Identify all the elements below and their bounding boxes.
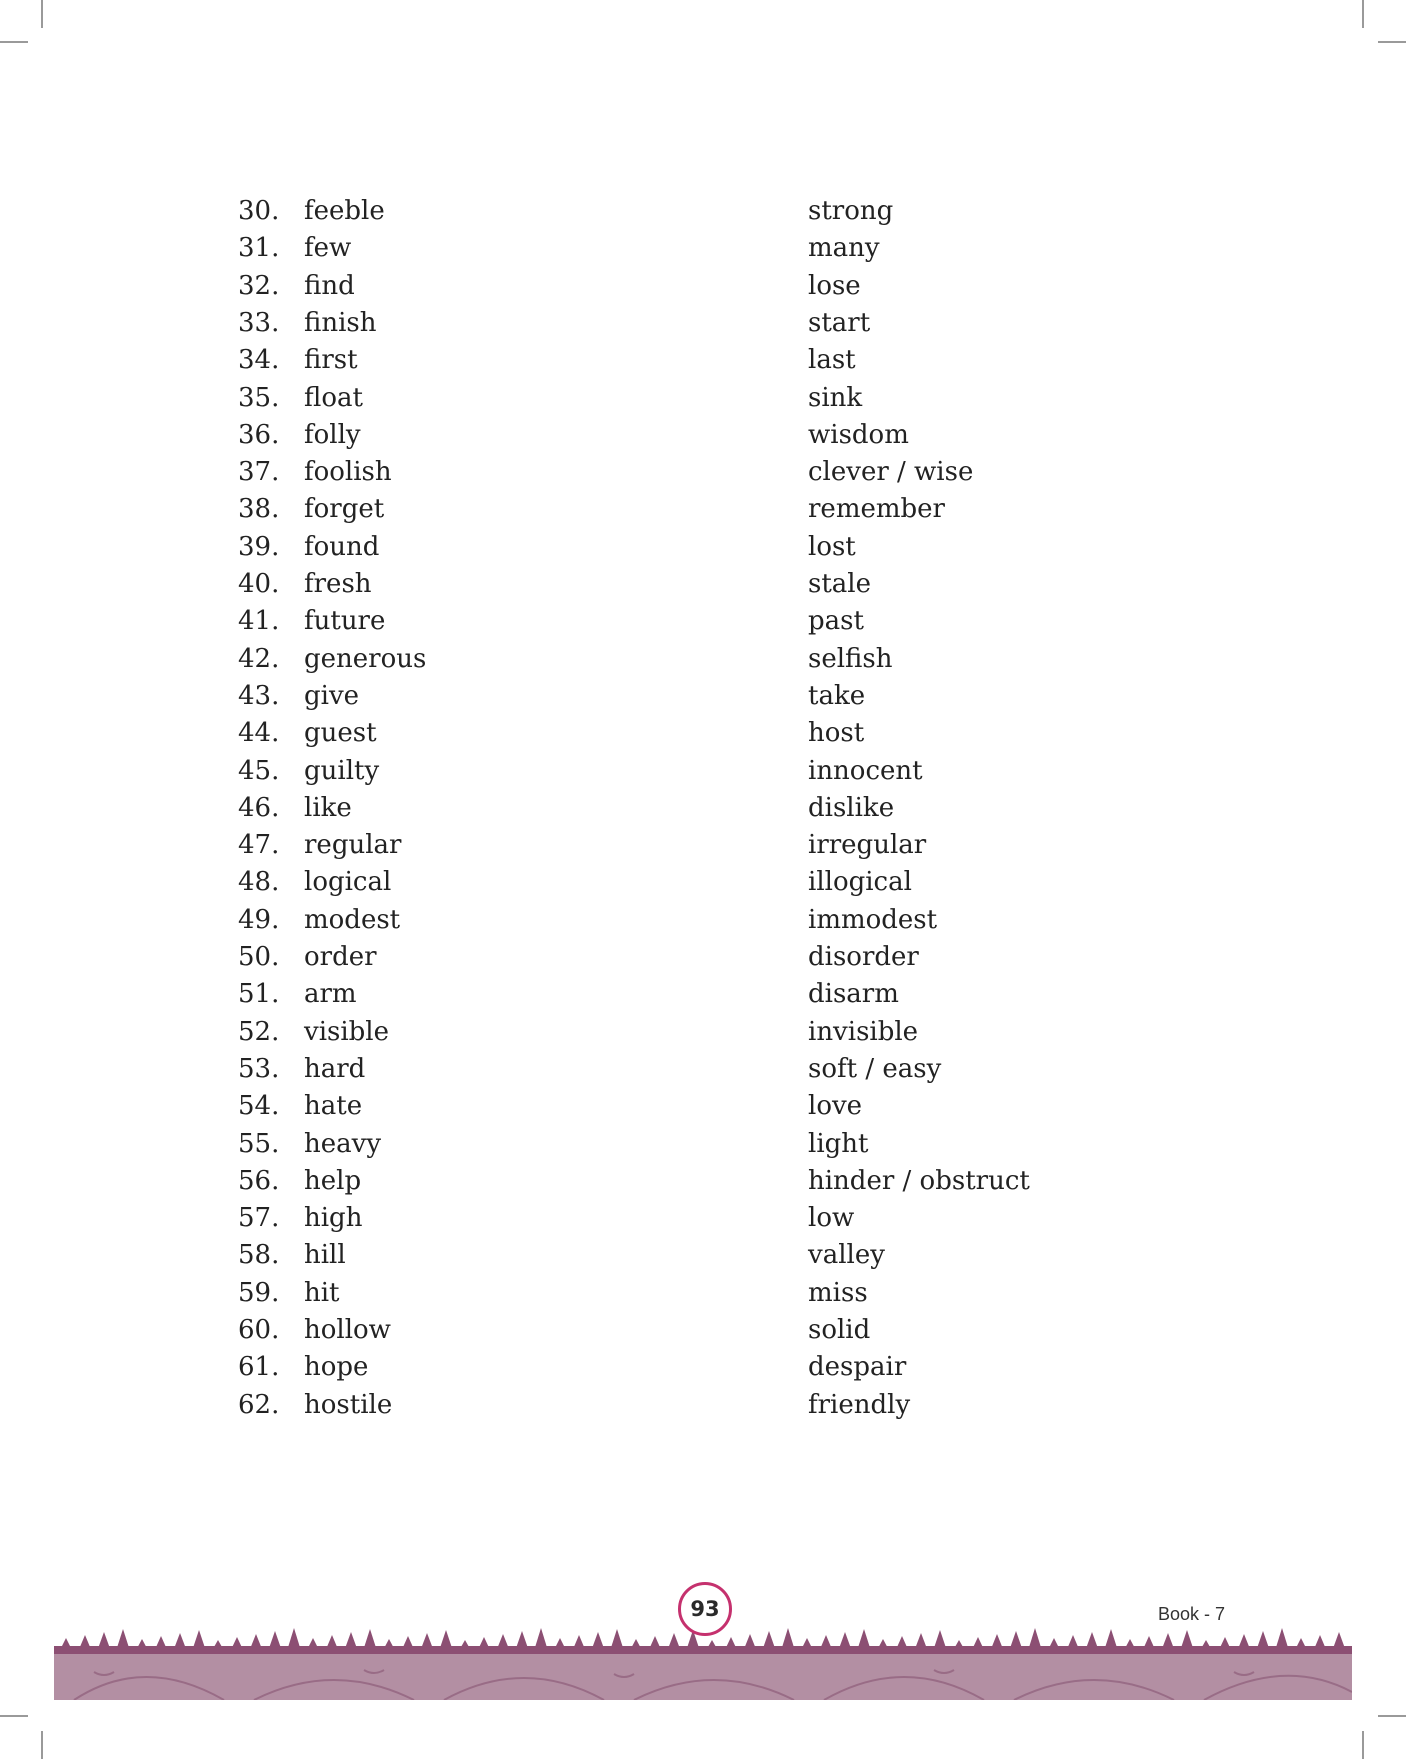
item-word: few — [304, 233, 352, 264]
item-opposite: take — [808, 680, 866, 711]
item-word: guest — [304, 718, 377, 749]
list-item — [0, 864, 1406, 901]
item-opposite: strong — [808, 196, 894, 226]
item-word: future — [304, 606, 386, 637]
item-opposite: love — [808, 1091, 863, 1122]
item-number: 49. — [238, 904, 280, 935]
item-number: 54. — [238, 1091, 280, 1122]
item-opposite: valley — [808, 1240, 885, 1271]
item-number: 52. — [238, 1016, 280, 1047]
item-opposite: low — [808, 1203, 855, 1234]
crop-mark-top-right-v — [1362, 0, 1364, 28]
item-word: guilty — [304, 755, 380, 786]
item-word: regular — [304, 830, 402, 861]
item-number: 42. — [238, 643, 280, 674]
item-opposite: selfish — [808, 643, 893, 674]
item-opposite: host — [808, 718, 865, 749]
item-opposite: light — [808, 1128, 869, 1159]
item-word: foolish — [304, 457, 392, 488]
list-item — [0, 417, 1406, 454]
item-word: hostile — [304, 1389, 393, 1420]
item-number: 58. — [238, 1240, 280, 1271]
list-item — [0, 1126, 1406, 1163]
item-number: 45. — [238, 755, 280, 786]
item-word: like — [304, 792, 352, 823]
item-number: 31. — [238, 233, 280, 264]
item-word: folly — [304, 419, 361, 450]
crop-mark-top-right-h — [1378, 41, 1406, 43]
list-item — [0, 1014, 1406, 1051]
list-item — [0, 939, 1406, 976]
item-number: 53. — [238, 1053, 280, 1084]
list-item — [0, 230, 1406, 267]
list-item — [0, 1275, 1406, 1312]
item-opposite: hinder / obstruct — [808, 1165, 1030, 1196]
item-opposite: stale — [808, 569, 871, 599]
list-item — [0, 1237, 1406, 1274]
item-number: 36. — [238, 419, 280, 450]
list-item — [0, 902, 1406, 939]
list-item — [0, 1200, 1406, 1237]
item-number: 37. — [238, 457, 280, 488]
item-word: float — [304, 382, 363, 413]
item-opposite: sink — [808, 382, 863, 413]
item-number: 47. — [238, 830, 280, 861]
item-opposite: last — [808, 345, 856, 376]
list-item — [0, 380, 1406, 417]
item-opposite: friendly — [808, 1389, 911, 1420]
tree-base — [54, 1646, 1352, 1654]
item-opposite: clever / wise — [808, 457, 974, 488]
list-item — [0, 566, 1406, 603]
item-number: 46. — [238, 792, 280, 823]
item-number: 34. — [238, 345, 280, 376]
item-opposite: start — [808, 307, 871, 338]
item-number: 55. — [238, 1128, 280, 1159]
item-word: hope — [304, 1352, 369, 1383]
list-item — [0, 268, 1406, 305]
item-opposite: invisible — [808, 1016, 919, 1047]
item-word: find — [304, 270, 355, 301]
item-word: order — [304, 942, 377, 972]
item-number: 32. — [238, 270, 280, 301]
list-item — [0, 641, 1406, 678]
item-word: arm — [304, 979, 357, 1010]
list-item — [0, 1163, 1406, 1200]
list-item — [0, 603, 1406, 640]
item-word: hate — [304, 1091, 363, 1122]
list-item — [0, 305, 1406, 342]
list-item — [0, 529, 1406, 566]
item-word: found — [304, 531, 380, 562]
item-opposite: illogical — [808, 867, 912, 898]
item-opposite: immodest — [808, 904, 938, 935]
page-number-badge: 93 — [678, 1582, 732, 1636]
list-item — [0, 1349, 1406, 1386]
item-word: hill — [304, 1240, 346, 1271]
item-word: finish — [304, 307, 377, 338]
crop-mark-top-left-h — [0, 41, 28, 43]
item-number: 38. — [238, 494, 280, 525]
list-item — [0, 827, 1406, 864]
item-word: help — [304, 1165, 362, 1196]
item-word: visible — [304, 1016, 390, 1047]
item-word: fresh — [304, 569, 372, 599]
list-item — [0, 1387, 1406, 1424]
item-word: give — [304, 680, 360, 711]
item-opposite: dislike — [808, 792, 895, 823]
item-word: logical — [304, 867, 392, 898]
list-item — [0, 491, 1406, 528]
item-opposite: wisdom — [808, 419, 909, 450]
crop-mark-top-left-v — [41, 0, 43, 28]
item-opposite: innocent — [808, 755, 923, 786]
item-word: modest — [304, 904, 401, 935]
item-opposite: past — [808, 606, 864, 637]
item-opposite: miss — [808, 1277, 868, 1308]
item-number: 51. — [238, 979, 280, 1010]
item-number: 48. — [238, 867, 280, 898]
list-item — [0, 790, 1406, 827]
crop-mark-bottom-right-h — [1378, 1715, 1406, 1717]
item-word: feeble — [304, 196, 385, 226]
item-word: first — [304, 345, 358, 376]
list-item — [0, 753, 1406, 790]
list-item — [0, 1088, 1406, 1125]
item-opposite: solid — [808, 1315, 871, 1345]
item-word: forget — [304, 494, 385, 525]
list-item — [0, 1051, 1406, 1088]
item-opposite: despair — [808, 1352, 907, 1383]
list-item — [0, 976, 1406, 1013]
item-word: hit — [304, 1277, 340, 1308]
item-number: 50. — [238, 942, 280, 972]
item-opposite: lose — [808, 270, 861, 301]
list-item — [0, 342, 1406, 379]
item-opposite: disorder — [808, 942, 919, 972]
item-word: hard — [304, 1053, 366, 1084]
item-number: 61. — [238, 1352, 280, 1383]
item-word: high — [304, 1203, 363, 1234]
crop-mark-bottom-left-v — [41, 1731, 43, 1759]
item-opposite: remember — [808, 494, 945, 525]
list-item — [0, 454, 1406, 491]
item-word: generous — [304, 643, 427, 674]
item-opposite: many — [808, 233, 880, 264]
item-number: 62. — [238, 1389, 280, 1420]
item-number: 56. — [238, 1165, 280, 1196]
item-word: heavy — [304, 1128, 382, 1159]
item-opposite: lost — [808, 531, 856, 562]
list-item — [0, 715, 1406, 752]
item-number: 60. — [238, 1315, 280, 1345]
item-number: 41. — [238, 606, 280, 637]
item-number: 39. — [238, 531, 280, 562]
item-number: 35. — [238, 382, 280, 413]
item-number: 57. — [238, 1203, 280, 1234]
item-word: hollow — [304, 1315, 391, 1345]
item-number: 43. — [238, 680, 280, 711]
list-item — [0, 678, 1406, 715]
item-number: 40. — [238, 569, 280, 599]
item-opposite: irregular — [808, 830, 927, 861]
list-item — [0, 1312, 1406, 1349]
item-number: 44. — [238, 718, 280, 749]
crop-mark-bottom-left-h — [0, 1715, 28, 1717]
crop-mark-bottom-right-v — [1362, 1731, 1364, 1759]
book-label: Book - 7 — [1158, 1604, 1226, 1624]
item-opposite: soft / easy — [808, 1053, 942, 1084]
item-number: 33. — [238, 307, 280, 338]
item-opposite: disarm — [808, 979, 899, 1010]
item-number: 30. — [238, 196, 280, 226]
item-number: 59. — [238, 1277, 280, 1308]
list-item — [0, 193, 1406, 230]
